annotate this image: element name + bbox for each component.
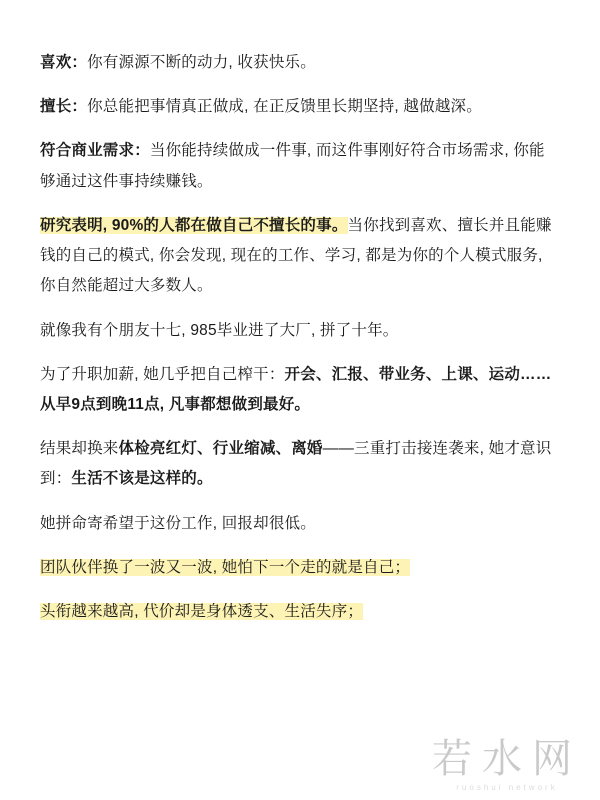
text-segment: 你总能把事情真正做成, 在正反馈里长期坚持, 越做越深。 <box>87 98 482 116</box>
p-result <box>40 434 560 494</box>
p-good-at <box>40 92 560 122</box>
watermark-main-text: 若水网 <box>432 736 582 782</box>
text-segment: 从早9点到晚11点, 凡事都想做到最好。 <box>40 395 311 413</box>
text-segment: 喜欢： <box>40 54 88 71</box>
text-segment: 就像我有个朋友十七, 985毕业进了大厂, 拼了十年。 <box>40 321 399 339</box>
text-segment: 符合商业需求： <box>40 142 150 160</box>
p-promotion <box>40 360 560 420</box>
watermark-sub-text: ruoshui network <box>456 783 558 792</box>
text-segment: 你有源源不断的动力, 收获快乐。 <box>87 54 316 71</box>
paragraph-list <box>40 48 560 627</box>
p-friend <box>40 316 560 346</box>
p-hope <box>40 509 560 539</box>
text-segment: 当你能持续做成一件事, 而这件事刚好符合市场需求, 你能够通过这件事持续赚钱。 <box>40 142 545 190</box>
p-team <box>40 553 560 583</box>
p-title <box>40 597 560 627</box>
text-segment: 她拼命寄希望于这份工作, 回报却很低。 <box>40 514 316 532</box>
p-research <box>40 211 560 302</box>
text-segment: 体检亮红灯、行业缩减、离婚 <box>118 440 323 458</box>
text-segment: 结果却换来 <box>40 440 119 458</box>
text-segment: 当你找到喜欢、擅长并且能赚钱的自己的模式, 你会发现, 现在的工作、学习, 都是为你的个人模式服务, 你自然能超过大多数人。 <box>40 216 552 295</box>
text-segment: 生活不该是这样的。 <box>71 470 213 488</box>
p-like <box>40 48 560 78</box>
p-business-demand <box>40 136 560 196</box>
text-segment: 擅长： <box>40 98 88 116</box>
text-segment: ——三重打击接连袭来, 她才意识到： <box>40 440 552 488</box>
text-segment: 头衔越来越高, 代价却是身体透支、生活失序； <box>40 603 364 621</box>
text-segment: 团队伙伴换了一波又一波, 她怕下一个走的就是自己； <box>40 558 411 576</box>
text-segment: 开会、汇报、带业务、上课、运动…… <box>284 365 552 383</box>
text-segment: 研究表明, 90%的人都在做自己不擅长的事。 <box>40 216 348 234</box>
text-segment: 为了升职加薪, 她几乎把自己榨干： <box>40 365 285 383</box>
watermark <box>432 737 582 792</box>
